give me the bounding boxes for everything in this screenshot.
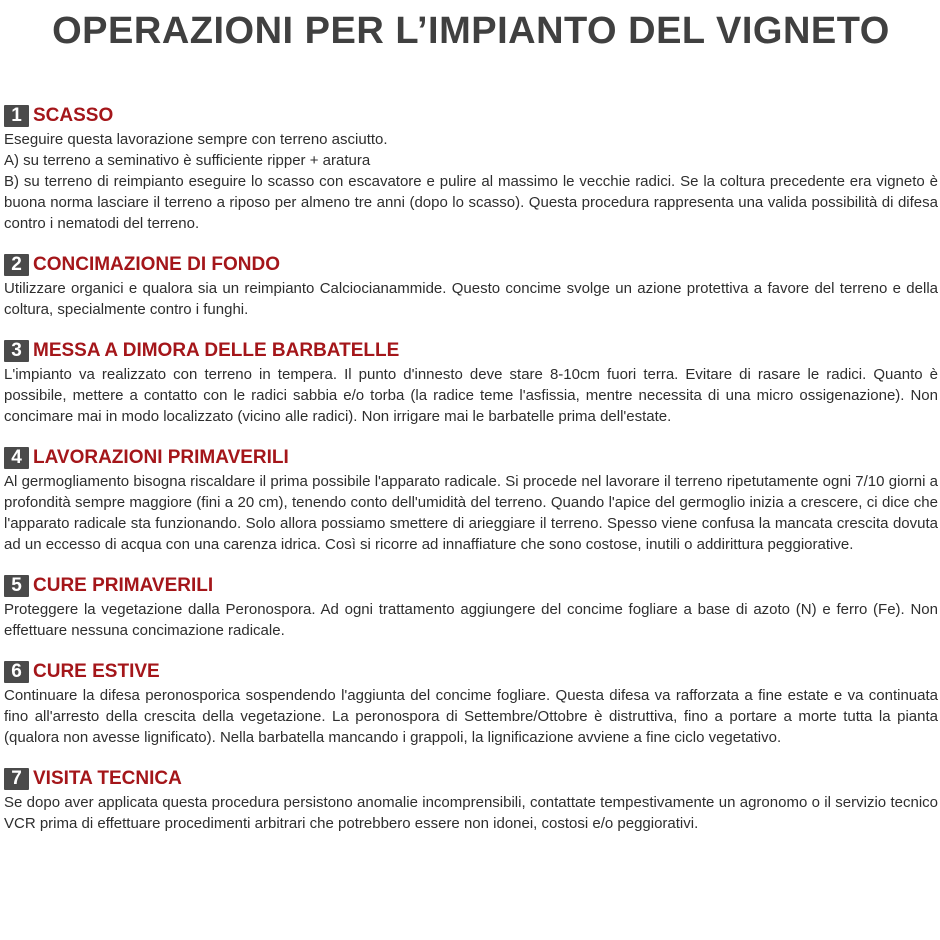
section-paragraph: Continuare la difesa peronosporica sospendendo l'aggiunta del concime fogliare. Questa difesa va rafforzata a fine estate e va continuata fino all'arresto della crescita della vegetazione. La peronospora di Settembre/Ottobre è distruttiva, fino a portare a morte tutta la pianta (qualora non avesse lignificato). Nella barbatella mancando i grappoli, la lignificazione avviene a fine ciclo vegetativo.: [4, 687, 938, 746]
section-concimazione-di-fondo: [4, 252, 938, 320]
section-heading: [4, 445, 938, 471]
section-heading: [4, 103, 938, 129]
section-number-badge: 7: [4, 768, 29, 790]
section-title: CURE ESTIVE: [33, 661, 160, 682]
section-title: SCASSO: [33, 105, 114, 126]
section-number-badge: 2: [4, 254, 29, 276]
section-body: [4, 129, 938, 234]
section-body: [4, 599, 938, 641]
section-body: [4, 364, 938, 427]
section-paragraph: Utilizzare organici e qualora sia un reimpianto Calciocianammide. Questo concime svolge un azione protettiva a favore del terreno e della coltura, specialmente contro i funghi.: [4, 280, 938, 318]
section-paragraph: Proteggere la vegetazione dalla Peronospora. Ad ogni trattamento aggiungere del concime fogliare a base di azoto (N) e ferro (Fe). Non effettuare nessuna concimazione radicale.: [4, 601, 938, 639]
section-paragraph: Al germogliamento bisogna riscaldare il prima possibile l'apparato radicale. Si procede nel lavorare il terreno ripetutamente ogni 7/10 giorni a profondità sempre maggiore (fini a 20 cm), tenendo conto dell'umidità del terreno. Quando l'apice del germoglio inizia a crescere, ci dice che l'apparato radicale sta funzionando. Solo allora possiamo smettere di arieggiare il terreno. Spesso viene confusa la mancata crescita dovuta ad un eccesso di acqua con una carenza idrica. Così si ricorre ad innaffiature che sono costose, inutili o addirittura peggiorative.: [4, 473, 938, 553]
sections-list: [4, 103, 938, 834]
section-number-badge: 1: [4, 105, 29, 127]
section-cure-primaverili: [4, 573, 938, 641]
section-heading: [4, 766, 938, 792]
section-body: [4, 792, 938, 834]
section-spacer: [4, 748, 938, 766]
section-heading: [4, 659, 938, 685]
section-heading: [4, 252, 938, 278]
section-spacer: [4, 320, 938, 338]
section-number-badge: 5: [4, 575, 29, 597]
section-title: LAVORAZIONI PRIMAVERILI: [33, 447, 289, 468]
section-visita-tecnica: [4, 766, 938, 834]
section-spacer: [4, 234, 938, 252]
section-number-badge: 4: [4, 447, 29, 469]
section-paragraph: A) su terreno a seminativo è sufficiente ripper + aratura: [4, 152, 371, 169]
section-body: [4, 685, 938, 748]
section-body: [4, 278, 938, 320]
section-body: [4, 471, 938, 555]
section-number-badge: 3: [4, 340, 29, 362]
section-paragraph: L'impianto va realizzato con terreno in tempera. Il punto d'innesto deve stare 8-10cm fuori terra. Evitare di rasare le radici. Quanto è possibile, mettere a contatto con le radici sabbia e/o torba (la radice teme l'asfissia, mentre necessita di una micro ossigenazione). Non concimare mai in modo localizzato (vicino alle radici). Non irrigare mai le barbatelle prima dell'estate.: [4, 366, 938, 425]
section-cure-estive: [4, 659, 938, 748]
section-title: MESSA A DIMORA DELLE BARBATELLE: [33, 340, 400, 361]
section-title: CURE PRIMAVERILI: [33, 575, 214, 596]
section-paragraph: Eseguire questa lavorazione sempre con terreno asciutto.: [4, 131, 388, 148]
page-title: OPERAZIONI PER L’IMPIANTO DEL VIGNETO: [52, 10, 890, 52]
section-number-badge: 6: [4, 661, 29, 683]
section-heading: [4, 338, 938, 364]
section-spacer: [4, 427, 938, 445]
section-scasso: [4, 103, 938, 234]
section-paragraph: Se dopo aver applicata questa procedura persistono anomalie incomprensibili, contattate tempestivamente un agronomo o il servizio tecnico VCR prima di effettuare procedimenti arbitrari che potrebbero essere non idonei, costosi e/o peggiorativi.: [4, 794, 938, 832]
section-title: CONCIMAZIONE DI FONDO: [33, 254, 280, 275]
section-messa-a-dimora: [4, 338, 938, 427]
section-lavorazioni-primaverili: [4, 445, 938, 555]
section-heading: [4, 573, 938, 599]
section-spacer: [4, 641, 938, 659]
section-title: VISITA TECNICA: [33, 768, 182, 789]
section-spacer: [4, 555, 938, 573]
section-paragraph: B) su terreno di reimpianto eseguire lo scasso con escavatore e pulire al massimo le vecchie radici. Se la coltura precedente era vigneto è buona norma lasciare il terreno a riposo per almeno tre anni (dopo lo scasso). Questa procedura rappresenta una valida possibilità di difesa contro i nematodi del terreno.: [4, 173, 938, 232]
